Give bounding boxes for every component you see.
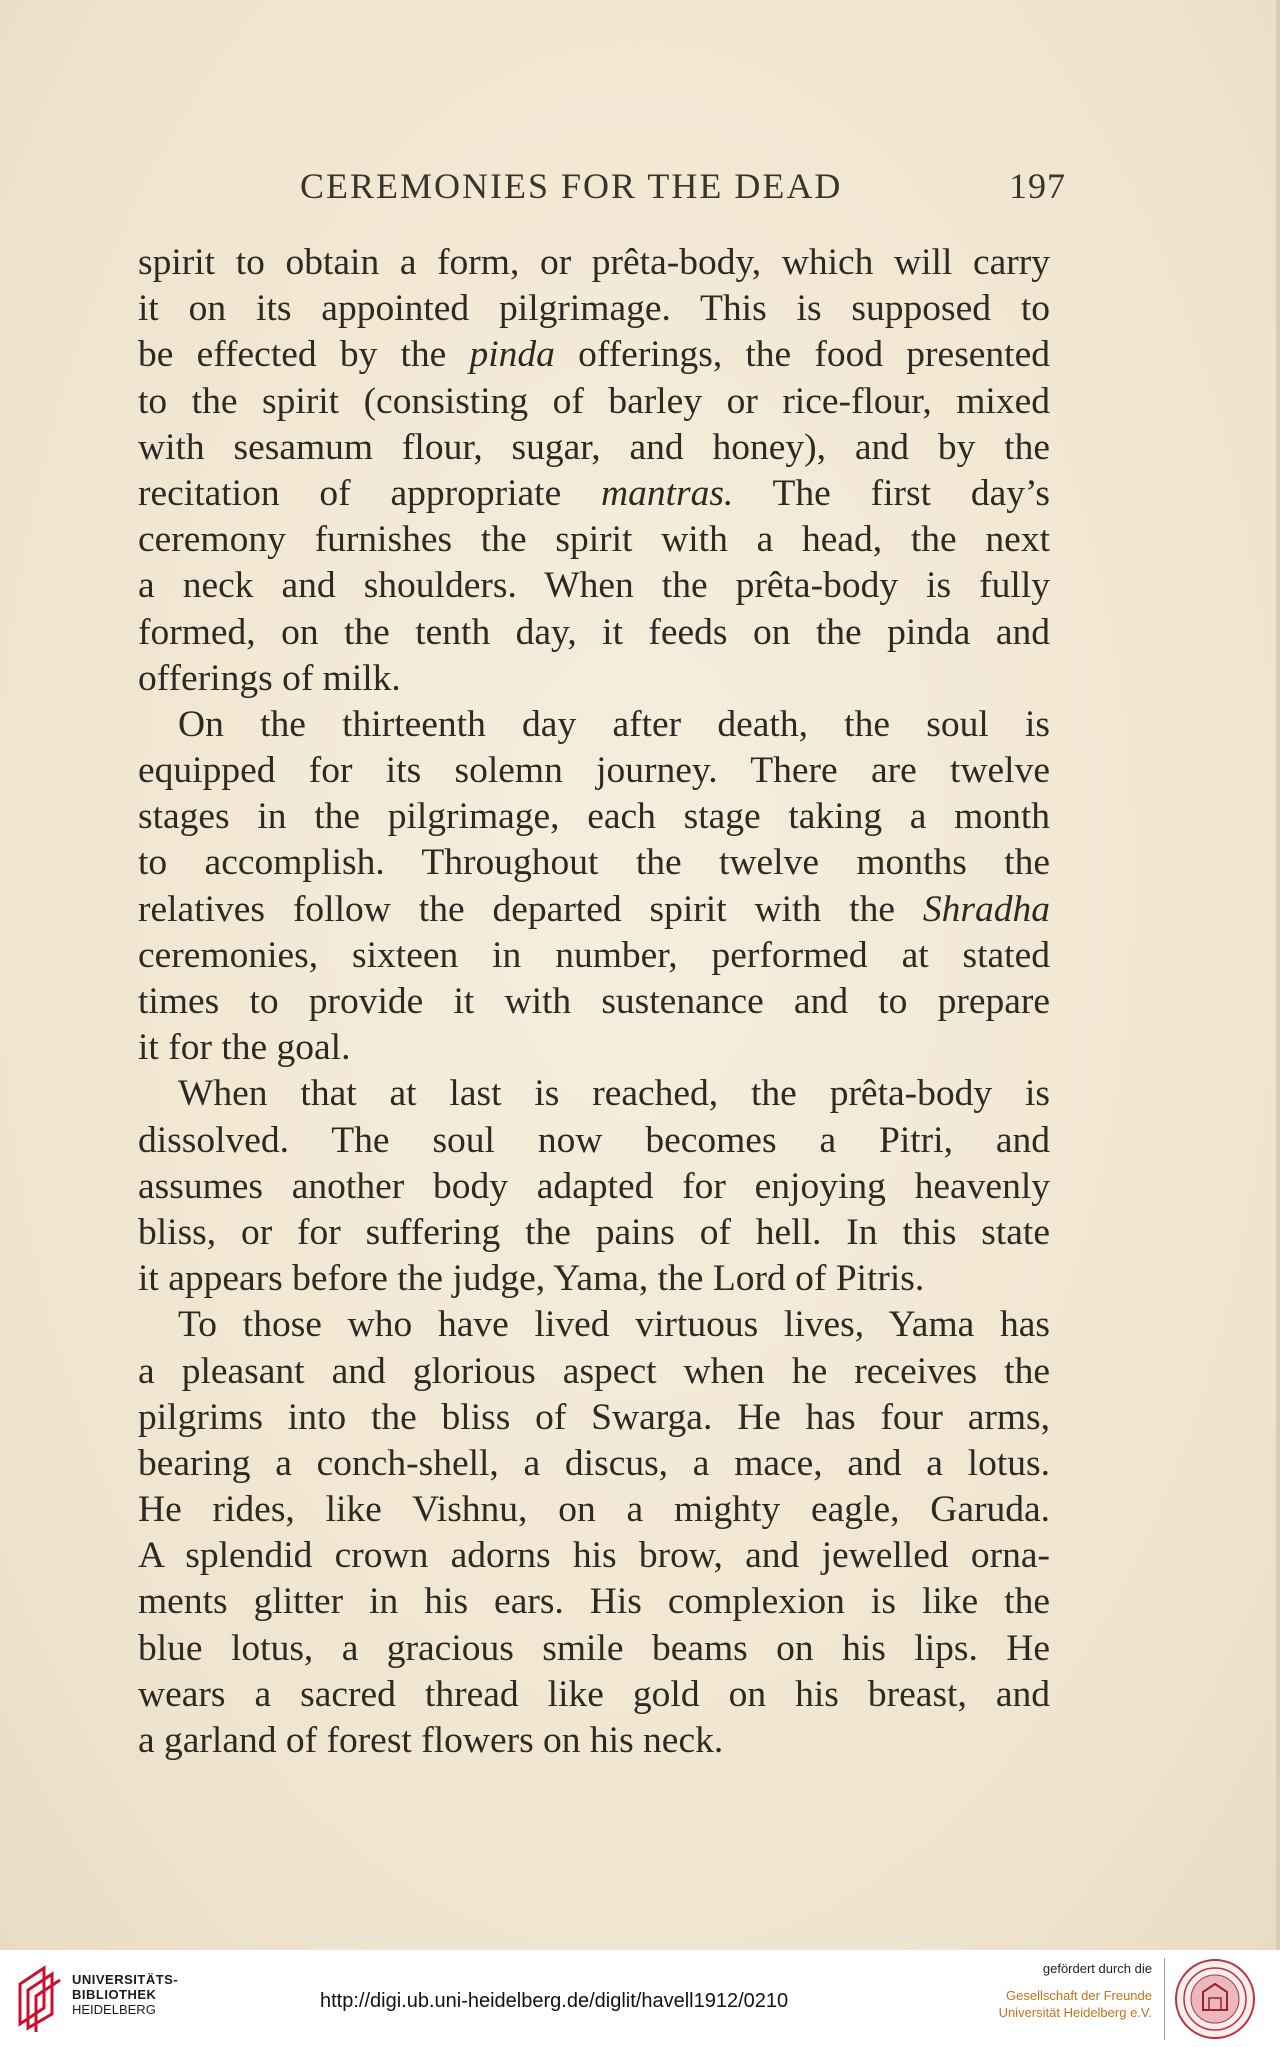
sponsor-org-line1: Gesellschaft der Freunde bbox=[1006, 1988, 1152, 2003]
library-name bbox=[72, 1972, 178, 2017]
text-line: ceremony furnishes the spirit with a head, the next bbox=[138, 519, 1050, 561]
text-line: bliss, or for suffering the pains of hell. In this state bbox=[138, 1211, 1050, 1253]
text-line: ceremonies, sixteen in number, performed at stated bbox=[138, 934, 1050, 976]
text-line: offerings of milk. bbox=[138, 657, 401, 699]
running-title: CEREMONIES FOR THE DEAD bbox=[300, 166, 843, 206]
text-line: To those who have lived virtuous lives, Yama has bbox=[178, 1304, 1050, 1346]
page-number: 197 bbox=[1009, 166, 1066, 206]
running-header bbox=[300, 165, 1066, 215]
italic-term: Shradha bbox=[922, 888, 1050, 930]
footer-bar bbox=[0, 1950, 1282, 2047]
italic-term: pinda bbox=[469, 334, 555, 376]
library-name-line3: HEIDELBERG bbox=[72, 2002, 156, 2017]
text-line: a neck and shoulders. When the prêta-body is fully bbox=[138, 565, 1050, 607]
body-text bbox=[138, 240, 1050, 1764]
text-line: dissolved. The soul now becomes a Pitri, and bbox=[138, 1119, 1050, 1161]
text-line: When that at last is reached, the prêta-body is bbox=[178, 1073, 1050, 1115]
permalink-url[interactable]: http://digi.ub.uni-heidelberg.de/diglit/havell1912/0210 bbox=[320, 1990, 789, 2012]
text-line: assumes another body adapted for enjoying heavenly bbox=[138, 1165, 1050, 1207]
library-name-line2: BIBLIOTHEK bbox=[72, 1987, 157, 2002]
text-line: times to provide it with sustenance and to prepare bbox=[138, 981, 1050, 1022]
text-line: a pleasant and glorious aspect when he receives the bbox=[138, 1350, 1050, 1392]
text-line: a garland of forest flowers on his neck. bbox=[138, 1720, 724, 1761]
text-line: bearing a conch-shell, a discus, a mace, and a lotus. bbox=[138, 1442, 1050, 1484]
text-line: be effected by the pinda offerings, the food presented bbox=[138, 334, 1050, 376]
text-line: recitation of appropriate mantras. The first day’s bbox=[138, 472, 1050, 514]
text-line: to the spirit (consisting of barley or rice-flour, mixed bbox=[138, 380, 1050, 422]
university-seal-icon bbox=[1174, 1958, 1256, 2040]
text-line: wears a sacred thread like gold on his breast, and bbox=[138, 1673, 1050, 1715]
footer-divider bbox=[1164, 1958, 1165, 2040]
text-line: He rides, like Vishnu, on a mighty eagle, Garuda. bbox=[138, 1489, 1050, 1531]
sponsor-block bbox=[992, 1960, 1152, 2021]
text-line: with sesamum flour, sugar, and honey), and by the bbox=[138, 426, 1050, 468]
text-line: it for the goal. bbox=[138, 1027, 351, 1069]
text-line: to accomplish. Throughout the twelve months the bbox=[138, 842, 1050, 884]
text-line: formed, on the tenth day, it feeds on the pinda and bbox=[138, 611, 1050, 653]
italic-term: mantras. bbox=[601, 472, 734, 514]
text-line: pilgrims into the bliss of Swarga. He has four arms, bbox=[138, 1396, 1050, 1438]
sponsor-org-line2: Universität Heidelberg e.V. bbox=[998, 2005, 1152, 2020]
text-line: spirit to obtain a form, or prêta-body, which will carry bbox=[138, 242, 1050, 283]
text-line: blue lotus, a gracious smile beams on his lips. He bbox=[138, 1627, 1050, 1669]
library-name-line1: UNIVERSITÄTS- bbox=[72, 1972, 179, 1987]
ub-heidelberg-logo-icon bbox=[14, 1962, 62, 2032]
text-line: equipped for its solemn journey. There are twelve bbox=[138, 750, 1050, 792]
text-line: it on its appointed pilgrimage. This is supposed to bbox=[138, 288, 1050, 330]
text-line: stages in the pilgrimage, each stage taking a month bbox=[138, 796, 1050, 838]
sponsor-label: gefördert durch die bbox=[1042, 1961, 1152, 1976]
text-line: it appears before the judge, Yama, the Lord of Pitris. bbox=[138, 1258, 925, 1300]
text-line: ments glitter in his ears. His complexion is like the bbox=[138, 1581, 1050, 1623]
text-line: On the thirteenth day after death, the soul is bbox=[178, 703, 1050, 745]
text-line: relatives follow the departed spirit with the Shradha bbox=[138, 888, 1050, 930]
text-line: A splendid crown adorns his brow, and jewelled orna- bbox=[138, 1535, 1050, 1577]
